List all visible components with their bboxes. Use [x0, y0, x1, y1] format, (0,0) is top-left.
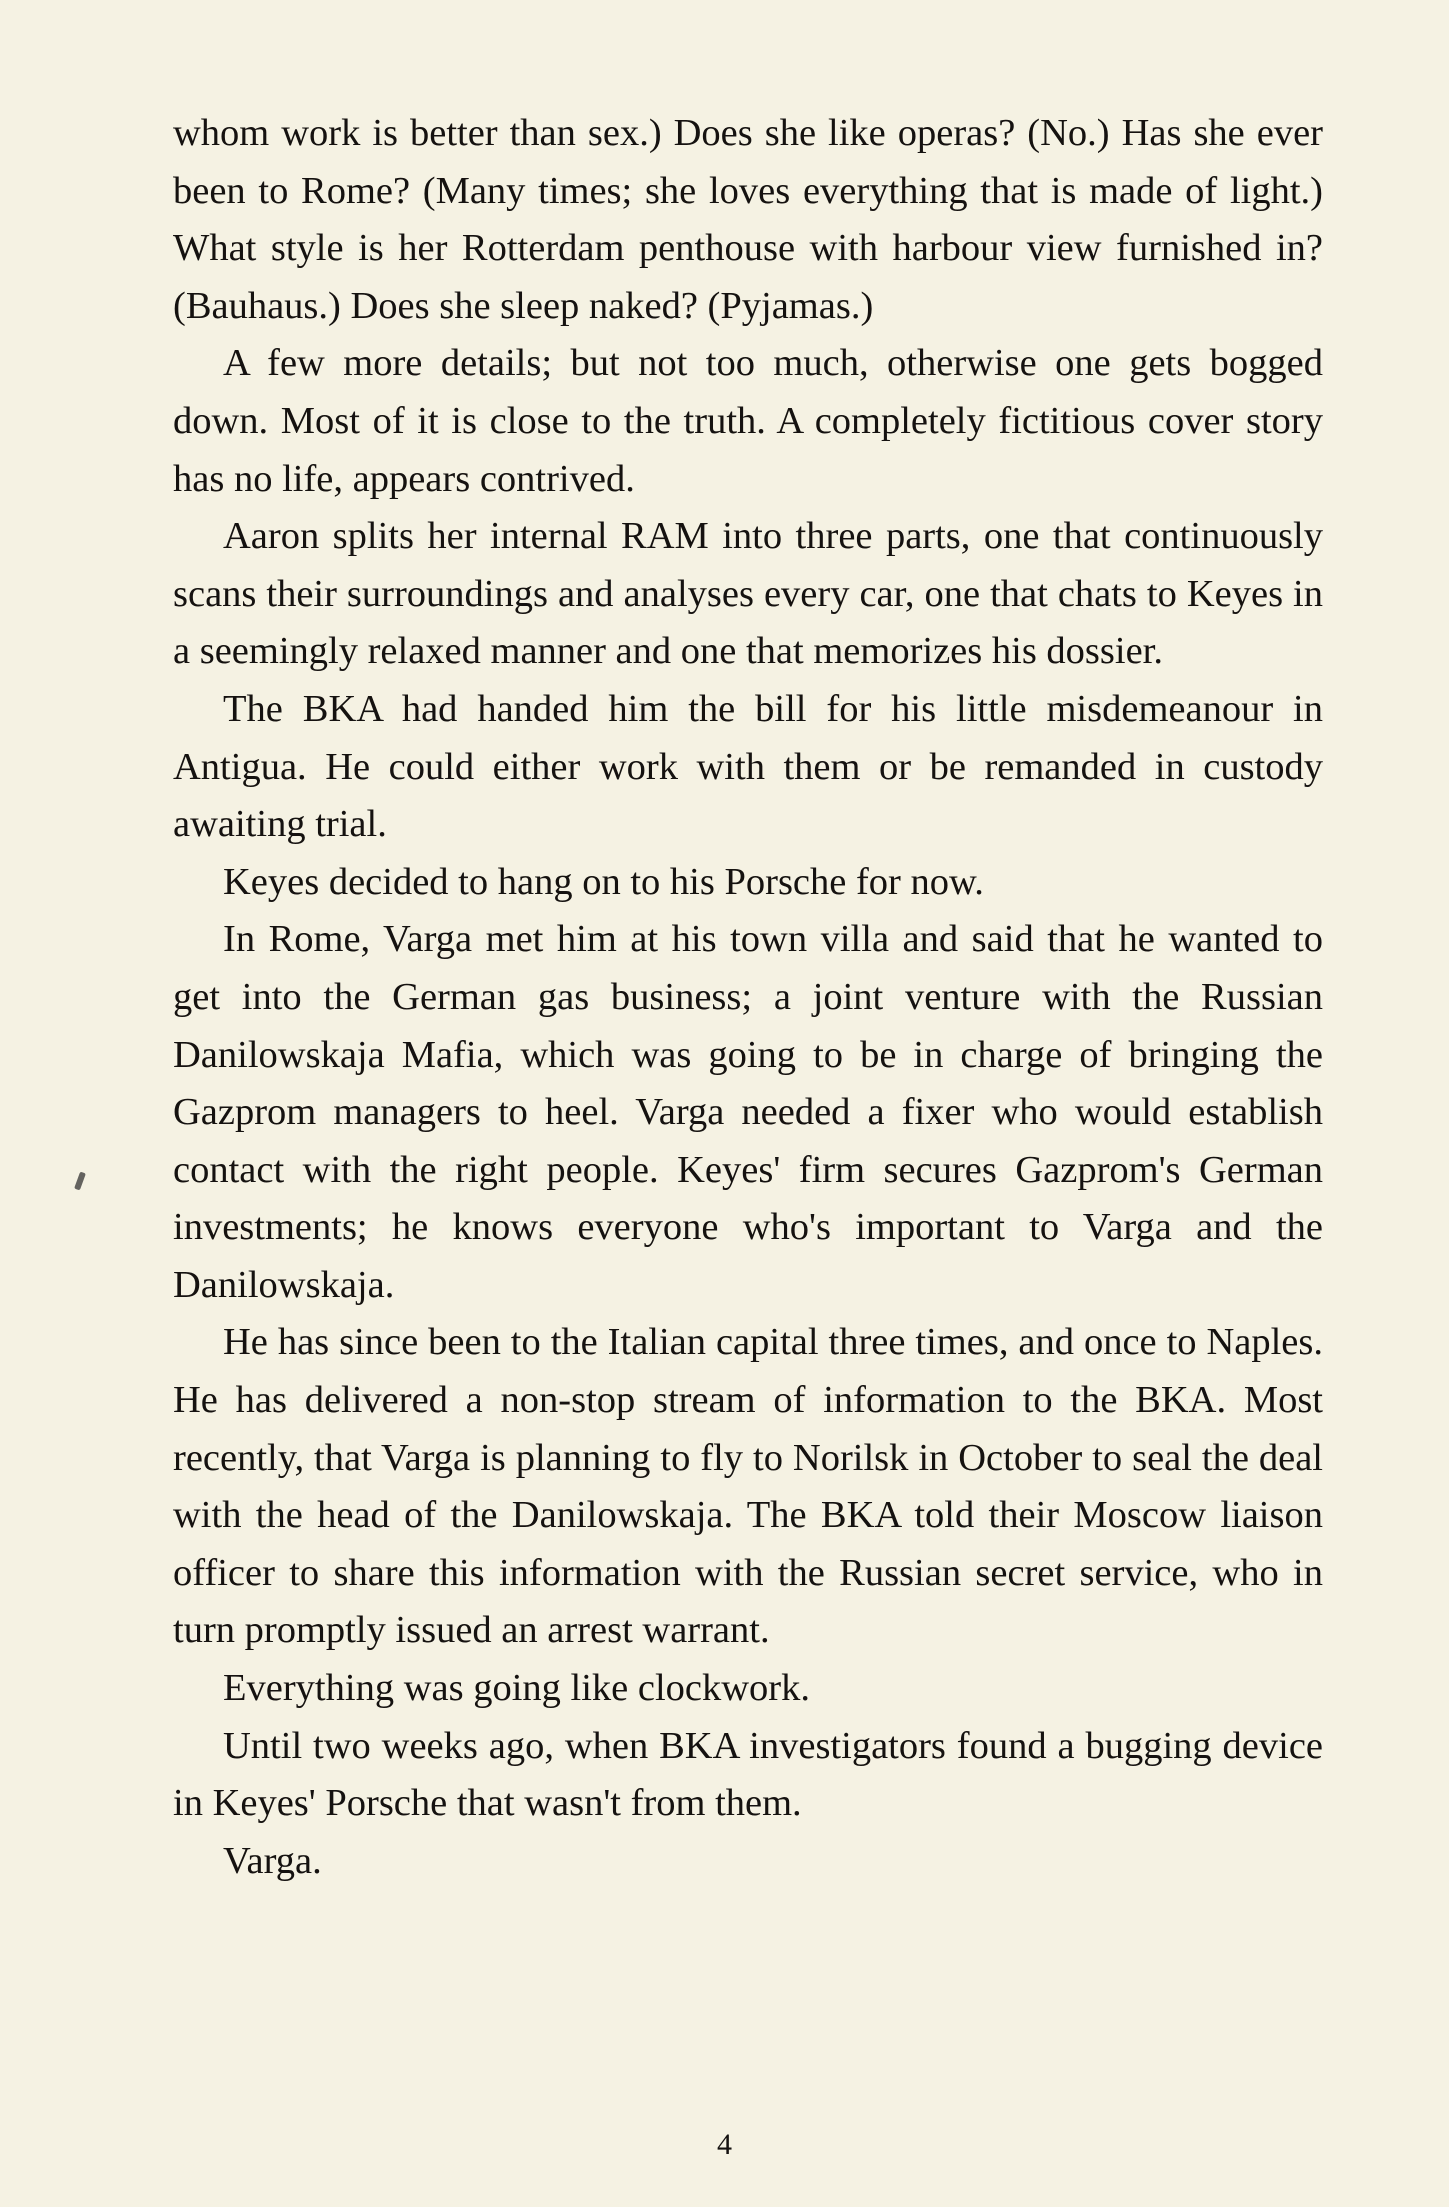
paragraph-3: Aaron splits her internal RAM into three parts, one that continuously scans their surroundings and analyses every car, one that chats to Keyes in a seemingly relaxed manner and one that memorizes his dossier.	[173, 515, 1323, 673]
paragraph-9: Until two weeks ago, when BKA investigators found a bugging device in Keyes' Porsche that wasn't from them.	[173, 1724, 1323, 1825]
paragraph-7: He has since been to the Italian capital three times, and once to Naples. He has delivered a non-stop stream of information to the BKA. Most recently, that Varga is planning to fly to Norilsk in October to seal the deal with the head of the Danilowskaja. The BKA told their Moscow liaison officer to share this information with the Russian secret service, who in turn promptly issued an arrest warrant.	[173, 1321, 1323, 1652]
paragraph-1: whom work is better than sex.) Does she like operas? (No.) Has she ever been to Rome? (Many times; she loves everything that is made of light.) What style is her Rotterdam penthouse with harbour view furnished in? (Bauhaus.) Does she sleep naked? (Pyjamas.)	[173, 112, 1323, 327]
paragraph-8: Everything was going like clockwork.	[223, 1667, 810, 1710]
stray-ink-mark	[74, 1172, 86, 1191]
paragraph-4: The BKA had handed him the bill for his little misdemeanour in Antigua. He could either work with them or be remanded in custody awaiting trial.	[173, 687, 1323, 846]
body-text	[173, 105, 1323, 1890]
paragraph-10: Varga.	[223, 1839, 322, 1882]
page-number: 4	[717, 2128, 732, 2161]
paragraph-2: A few more details; but not too much, otherwise one gets bogged down. Most of it is close to the truth. A completely fictitious cover story has no life, appears contrived.	[173, 342, 1323, 500]
paragraph-5: Keyes decided to hang on to his Porsche for now.	[223, 860, 984, 903]
paragraph-6: In Rome, Varga met him at his town villa and said that he wanted to get into the German gas business; a joint venture with the Russian Danilowskaja Mafia, which was going to be in charge of bringing the Gazprom managers to heel. Varga needed a fixer who would establish contact with the right people. Keyes' firm secures Gazprom's German investments; he knows everyone who's important to Varga and the Danilowskaja.	[173, 918, 1323, 1306]
